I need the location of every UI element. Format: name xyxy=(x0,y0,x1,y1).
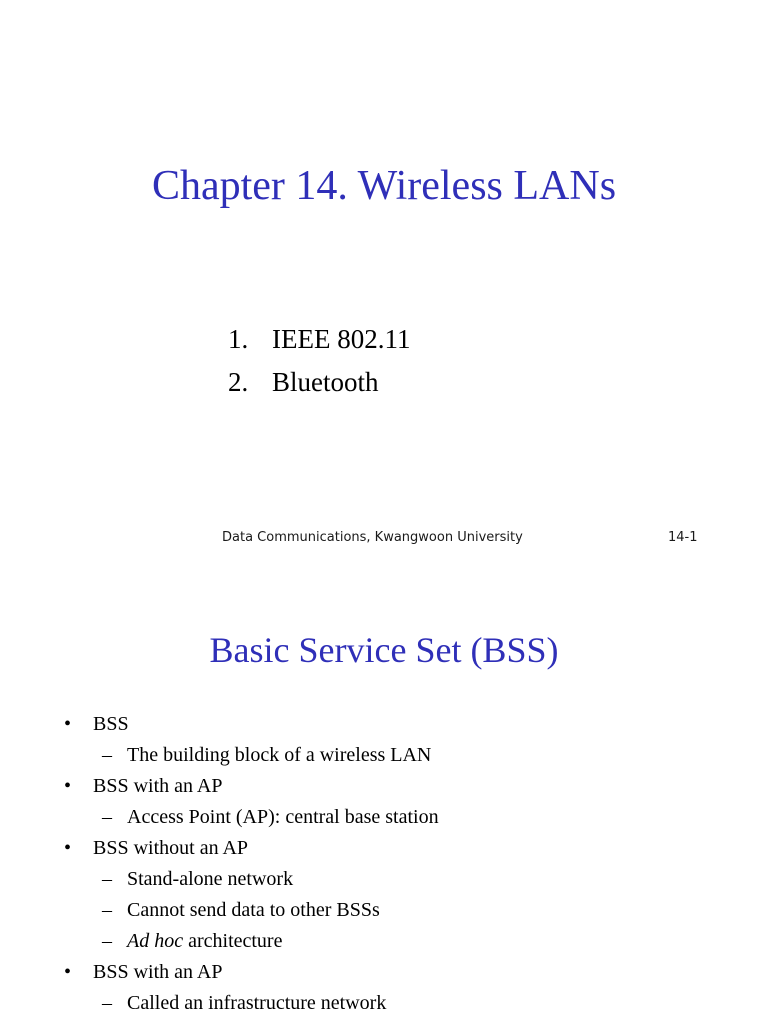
toc-item-number: 2. xyxy=(228,367,249,397)
dash-icon: – xyxy=(102,899,112,921)
bullet-icon: • xyxy=(64,713,72,735)
list-item xyxy=(62,833,439,864)
list-subitem-text: Cannot send data to other BSSs xyxy=(127,899,380,921)
bullet-list xyxy=(62,709,439,1019)
list-subitem-text: architecture xyxy=(183,930,283,952)
dash-icon: – xyxy=(102,868,112,890)
slide-footer-course: Data Communications, Kwangwoon University xyxy=(222,530,523,545)
list-subitem xyxy=(62,926,439,957)
dash-icon: – xyxy=(102,806,112,828)
bullet-icon: • xyxy=(64,837,72,859)
list-item-text: BSS with an AP xyxy=(93,775,223,797)
toc-item-label: Bluetooth xyxy=(272,367,379,397)
list-item-text: BSS with an AP xyxy=(93,961,223,983)
list-item xyxy=(62,709,439,740)
dash-icon: – xyxy=(102,992,112,1014)
toc-item-label: IEEE 802.11 xyxy=(272,324,411,354)
table-of-contents xyxy=(228,318,410,404)
list-subitem-italic-text: Ad hoc xyxy=(127,930,184,952)
chapter-title: Chapter 14. Wireless LANs xyxy=(151,163,617,209)
list-subitem-text: The building block of a wireless LAN xyxy=(127,744,432,766)
list-subitem xyxy=(62,895,439,926)
dash-icon: – xyxy=(102,744,112,766)
list-item xyxy=(62,771,439,802)
list-subitem xyxy=(62,740,439,771)
toc-item xyxy=(228,361,410,404)
bullet-icon: • xyxy=(64,775,72,797)
list-item-text: BSS without an AP xyxy=(93,837,249,859)
list-item xyxy=(62,957,439,988)
slide-basic-service-set xyxy=(0,576,768,1024)
list-subitem-text: Called an infrastructure network xyxy=(127,992,387,1014)
toc-item-number: 1. xyxy=(228,324,249,354)
toc-item xyxy=(228,318,410,361)
list-subitem-text: Stand-alone network xyxy=(127,868,294,890)
slide-page-number: 14-1 xyxy=(668,530,698,545)
list-subitem xyxy=(62,864,439,895)
list-subitem xyxy=(62,988,439,1019)
list-item-text: BSS xyxy=(93,713,129,735)
list-subitem xyxy=(62,802,439,833)
slide-title: Basic Service Set (BSS) xyxy=(209,630,559,670)
list-subitem-text: Access Point (AP): central base station xyxy=(127,806,439,828)
bullet-icon: • xyxy=(64,961,72,983)
dash-icon: – xyxy=(102,930,112,952)
